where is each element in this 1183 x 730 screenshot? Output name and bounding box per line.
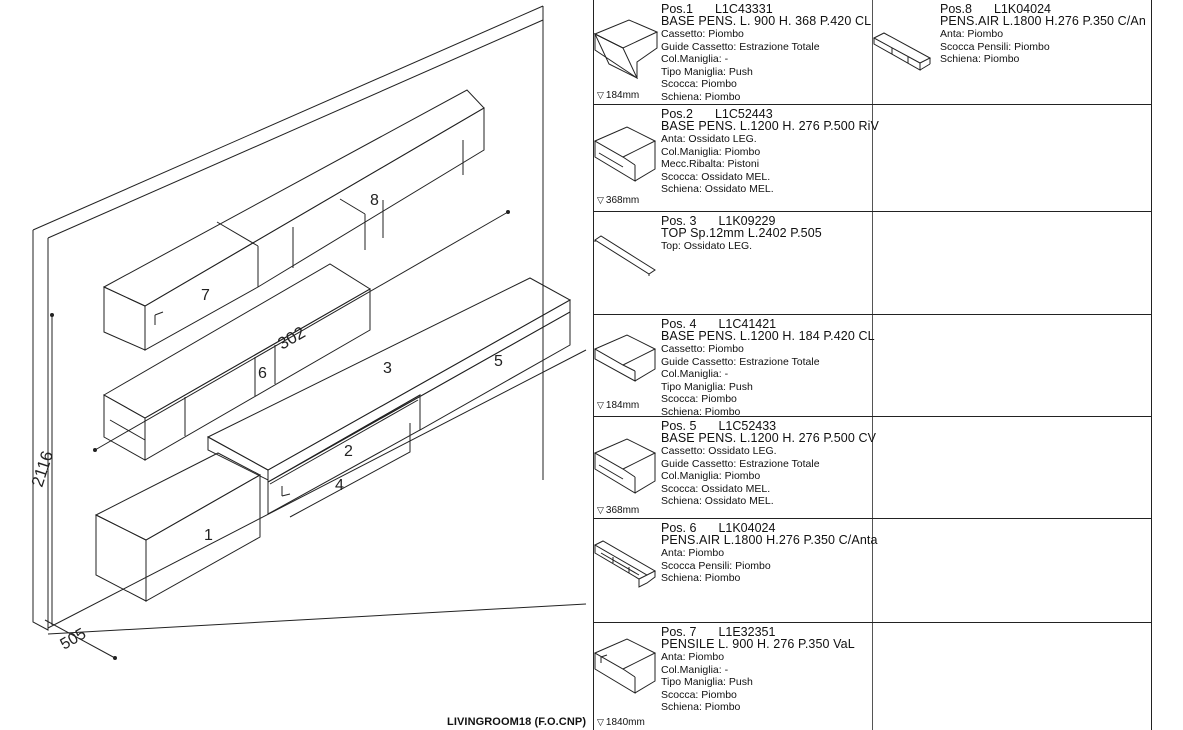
item-code: L1C52443 bbox=[714, 107, 773, 121]
item-property: Schiena: Piombo bbox=[661, 90, 741, 103]
list-item bbox=[593, 315, 875, 418]
drawing-label-1: 1 bbox=[204, 527, 213, 544]
item-property: Schiena: Ossidato MEL. bbox=[661, 183, 774, 196]
item-property: Guide Cassetto: Estrazione Totale bbox=[661, 355, 820, 368]
item-property: Anta: Piombo bbox=[661, 651, 725, 663]
item-property: Col.Maniglia: - bbox=[661, 53, 729, 66]
item-property: Schiena: Piombo bbox=[661, 572, 741, 585]
item-property: Col.Maniglia: Piombo bbox=[661, 145, 761, 158]
item-description: PENS.AIR L.1800 H.276 P.350 C/Anta bbox=[661, 533, 878, 547]
list-item bbox=[593, 212, 872, 314]
item-property: Mecc.Ribalta: Pistoni bbox=[661, 158, 760, 171]
item-property: Schiena: Piombo bbox=[661, 405, 741, 418]
item-property: Scocca Pensili: Piombo bbox=[661, 559, 771, 572]
item-properties bbox=[661, 651, 855, 714]
item-properties bbox=[661, 445, 876, 508]
drawing-title: LIVINGROOM18 (F.O.CNP) bbox=[447, 716, 587, 728]
item-position: Pos.2 bbox=[661, 107, 693, 121]
item-property: Anta: Ossidato LEG. bbox=[661, 133, 757, 145]
shelf-6 bbox=[104, 264, 370, 460]
item-property: Schiena: Piombo bbox=[661, 701, 741, 714]
item-property: Scocca: Piombo bbox=[661, 78, 737, 91]
item-description: TOP Sp.12mm L.2402 P.505 bbox=[661, 226, 822, 240]
item-thumbnail bbox=[593, 315, 661, 405]
item-description: BASE PENS. L.1200 H. 184 P.420 CL bbox=[661, 329, 875, 343]
item-dimension: ▽ 368mm bbox=[597, 195, 640, 206]
base-cabinet-1 bbox=[96, 453, 260, 601]
item-thumbnail bbox=[593, 105, 661, 195]
wall bbox=[33, 6, 586, 634]
item-property: Scocca: Piombo bbox=[661, 688, 737, 701]
item-thumbnail bbox=[593, 212, 661, 302]
cabinet-7-8 bbox=[104, 90, 484, 350]
item-position: Pos. 7 bbox=[661, 625, 697, 639]
item-code: L1C41421 bbox=[718, 317, 777, 331]
height-dimension: 2116 bbox=[27, 448, 58, 490]
item-thumbnail bbox=[593, 0, 661, 90]
item-thumbnail bbox=[593, 519, 661, 609]
item-property: Schiena: Piombo bbox=[940, 53, 1020, 66]
top-dimension: 302 bbox=[274, 322, 309, 354]
item-property: Anta: Piombo bbox=[940, 28, 1004, 40]
drawing-label-8: 8 bbox=[370, 192, 379, 209]
item-property: Anta: Piombo bbox=[661, 547, 725, 559]
item-property: Tipo Maniglia: Push bbox=[661, 65, 753, 78]
item-position: Pos. 3 bbox=[661, 214, 697, 228]
drawing-label-5: 5 bbox=[494, 353, 503, 370]
item-position: Pos. 6 bbox=[661, 521, 697, 535]
item-code: L1E32351 bbox=[718, 625, 776, 639]
item-property: Tipo Maniglia: Push bbox=[661, 380, 753, 393]
item-thumbnail bbox=[593, 623, 661, 713]
drawing-label-3: 3 bbox=[383, 360, 392, 377]
item-description: BASE PENS. L.1200 H. 276 P.500 RiV bbox=[661, 119, 879, 133]
item-code: L1K04024 bbox=[718, 521, 776, 535]
item-property: Scocca: Piombo bbox=[661, 393, 737, 406]
item-properties bbox=[661, 343, 875, 419]
drawing-label-7: 7 bbox=[201, 287, 210, 304]
item-property: Schiena: Ossidato MEL. bbox=[661, 495, 774, 508]
item-position: Pos. 4 bbox=[661, 317, 697, 331]
item-properties bbox=[661, 28, 871, 104]
item-property: Guide Cassetto: Estrazione Totale bbox=[661, 457, 820, 470]
item-properties bbox=[661, 133, 879, 196]
item-description: BASE PENS. L. 900 H. 368 P.420 CL bbox=[661, 14, 872, 28]
item-property: Cassetto: Piombo bbox=[661, 28, 744, 40]
item-thumbnail bbox=[872, 0, 940, 90]
item-description: BASE PENS. L.1200 H. 276 P.500 CV bbox=[661, 431, 877, 445]
item-properties bbox=[940, 28, 1146, 66]
list-item bbox=[872, 0, 1151, 104]
item-property: Scocca: Ossidato MEL. bbox=[661, 482, 771, 495]
item-code: L1K09229 bbox=[718, 214, 776, 228]
item-dimension: ▽ 368mm bbox=[597, 505, 640, 516]
item-property: Guide Cassetto: Estrazione Totale bbox=[661, 40, 820, 53]
drawing-label-6: 6 bbox=[258, 365, 267, 382]
list-item bbox=[593, 519, 878, 622]
list-item bbox=[593, 105, 879, 211]
item-code: L1C43331 bbox=[714, 2, 773, 16]
item-dimension: ▽ 184mm bbox=[597, 90, 640, 101]
item-position: Pos.8 bbox=[940, 2, 972, 16]
drawing-label-4: 4 bbox=[335, 477, 344, 494]
item-property: Cassetto: Piombo bbox=[661, 343, 744, 355]
drawing-label-2: 2 bbox=[344, 443, 353, 460]
item-property: Scocca Pensili: Piombo bbox=[940, 40, 1050, 53]
item-code: L1K04024 bbox=[993, 2, 1051, 16]
item-properties bbox=[661, 547, 878, 585]
item-properties bbox=[661, 240, 822, 253]
list-item bbox=[593, 417, 877, 518]
list-item bbox=[593, 623, 872, 730]
item-description: PENS.AIR L.1800 H.276 P.350 C/An bbox=[940, 14, 1146, 28]
item-dimension: ▽ 1840mm bbox=[597, 717, 645, 728]
item-description: PENSILE L. 900 H. 276 P.350 VaL bbox=[661, 637, 855, 651]
item-property: Cassetto: Ossidato LEG. bbox=[661, 445, 777, 457]
item-thumbnail bbox=[593, 417, 661, 507]
depth-dimension: 505 bbox=[57, 625, 90, 654]
item-property: Top: Ossidato LEG. bbox=[661, 240, 753, 252]
base-cabinets-2-3-5 bbox=[208, 278, 570, 517]
item-position: Pos.1 bbox=[661, 2, 693, 16]
table-border-right bbox=[1151, 0, 1152, 730]
item-code: L1C52433 bbox=[718, 419, 777, 433]
item-property: Col.Maniglia: Piombo bbox=[661, 470, 761, 483]
item-property: Col.Maniglia: - bbox=[661, 368, 729, 381]
item-property: Scocca: Ossidato MEL. bbox=[661, 170, 771, 183]
item-property: Col.Maniglia: - bbox=[661, 663, 729, 676]
list-item bbox=[593, 0, 872, 104]
item-dimension: ▽ 184mm bbox=[597, 400, 640, 411]
item-property: Tipo Maniglia: Push bbox=[661, 676, 753, 689]
item-position: Pos. 5 bbox=[661, 419, 697, 433]
